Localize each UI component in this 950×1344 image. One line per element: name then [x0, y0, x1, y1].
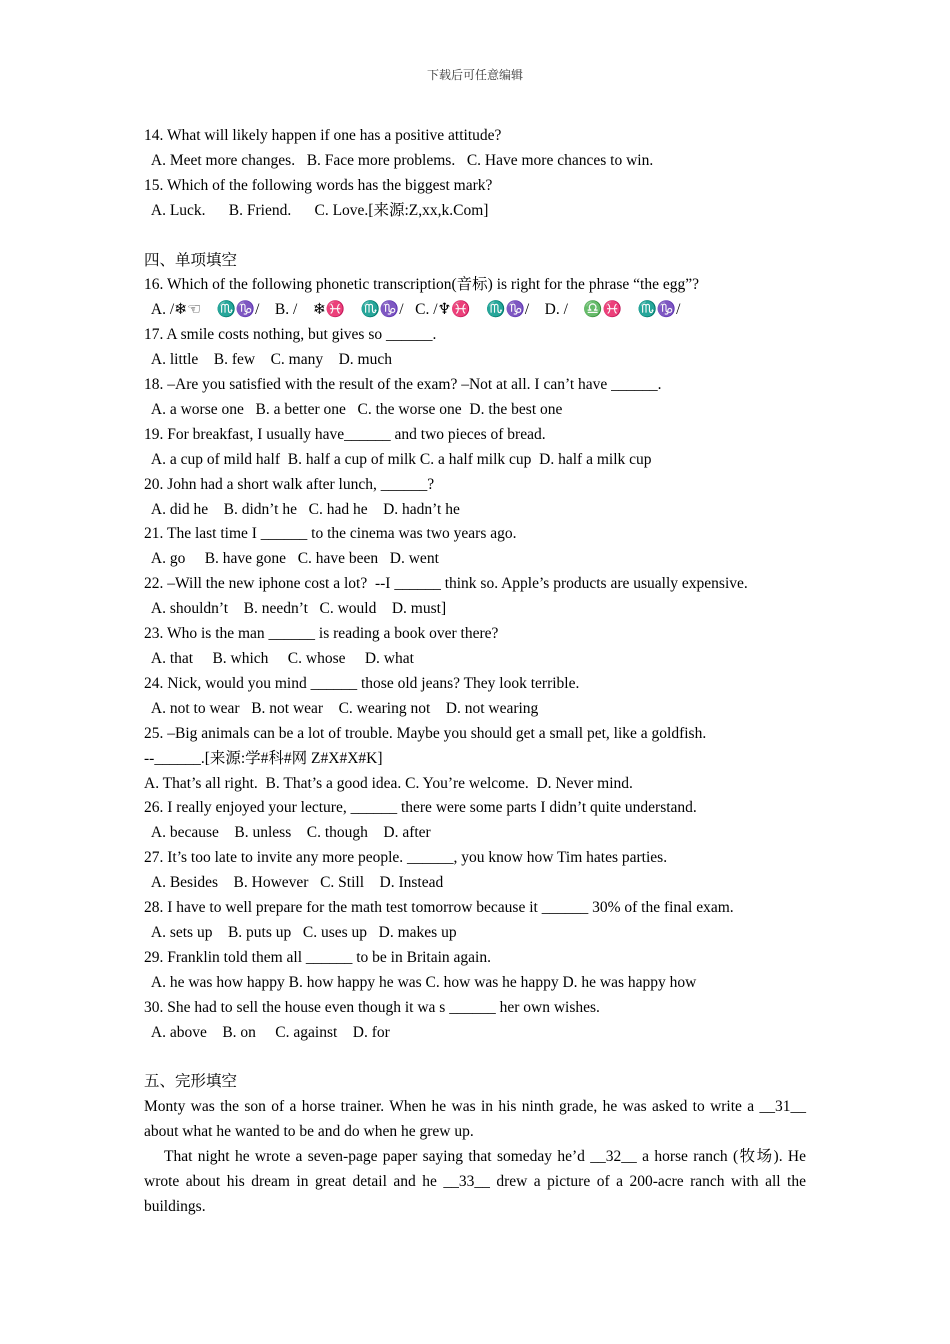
question-line: 29. Franklin told them all ______ to be in Britain again.: [144, 948, 491, 966]
options-line: A. he was how happy B. how happy he was C. how was he happy D. he was happy how: [144, 973, 697, 991]
section-3-tail: [144, 124, 806, 224]
section-5: [144, 1070, 806, 1219]
page-header: 下载后可任意编辑: [426, 68, 523, 82]
question-line: 19. For breakfast, I usually have______ and two pieces of bread.: [144, 425, 546, 443]
cloze-paragraph: That night he wrote a seven-page paper saying that someday he’d __32__ a horse ranch (牧场). He wrote about his dream in great detail and he __33__ drew a picture of a 200-acre ranch with all the buildings.: [144, 1148, 806, 1215]
question-line: 16. Which of the following phonetic transcription(音标) is right for the phrase “the egg”?: [144, 276, 699, 294]
options-line: A. sets up B. puts up C. uses up D. makes up: [144, 923, 457, 941]
options-line: A. go B. have gone C. have been D. went: [144, 550, 439, 568]
options-line: A. /❄☜ ♏♑/ B. / ❄♓ ♏♑/ C. /♆♓ ♏♑/ D. / ♎♓ ♏♑/: [144, 301, 681, 319]
cloze-paragraph: Monty was the son of a horse trainer. When he was in his ninth grade, he was asked to write a __31__ about what he wanted to be and do when he grew up.: [144, 1098, 806, 1141]
document-body: [144, 124, 806, 1220]
question-line: 17. A smile costs nothing, but gives so ______.: [144, 326, 437, 344]
options-line: A. shouldn’t B. needn’t C. would D. must]: [144, 600, 447, 618]
section-4-title: 四、单项填空: [144, 251, 238, 269]
options-line: A. Besides B. However C. Still D. Instead: [144, 874, 444, 892]
question-line: 24. Nick, would you mind ______ those old jeans? They look terrible.: [144, 674, 580, 692]
options-line: A. little B. few C. many D. much: [144, 351, 392, 369]
section-4: [144, 249, 806, 1046]
options-line: A. a worse one B. a better one C. the worse one D. the best one: [144, 400, 563, 418]
options-line: A. a cup of mild half B. half a cup of milk C. a half milk cup D. half a milk cup: [144, 450, 652, 468]
options-line: A. not to wear B. not wear C. wearing not D. not wearing: [144, 699, 539, 717]
section-5-title: 五、完形填空: [144, 1073, 238, 1091]
question-line: 28. I have to well prepare for the math test tomorrow because it ______ 30% of the final exam.: [144, 899, 734, 917]
question-line: 27. It’s too late to invite any more people. ______, you know how Tim hates parties.: [144, 849, 668, 867]
options-line: A. because B. unless C. though D. after: [144, 824, 431, 842]
question-line: 26. I really enjoyed your lecture, ______ there were some parts I didn’t quite understand.: [144, 799, 697, 817]
question-line: 22. –Will the new iphone cost a lot? --I ______ think so. Apple’s products are usually expensive.: [144, 575, 748, 593]
spacer: [144, 224, 806, 249]
options-line: A. above B. on C. against D. for: [144, 1023, 390, 1041]
question-line: 15. Which of the following words has the biggest mark?: [144, 176, 493, 194]
options-line: A. that B. which C. whose D. what: [144, 650, 414, 668]
options-line: A. Luck. B. Friend. C. Love.[来源:Z,xx,k.Com]: [144, 201, 489, 219]
question-line: 21. The last time I ______ to the cinema was two years ago.: [144, 525, 517, 543]
options-line: A. Meet more changes. B. Face more problems. C. Have more chances to win.: [144, 151, 654, 169]
options-line: A. did he B. didn’t he C. had he D. hadn’t he: [144, 500, 460, 518]
question-line: 14. What will likely happen if one has a positive attitude?: [144, 127, 502, 144]
options-line: A. That’s all right. B. That’s a good idea. C. You’re welcome. D. Never mind.: [144, 774, 633, 792]
question-line: 20. John had a short walk after lunch, ______?: [144, 475, 435, 493]
question-line: 18. –Are you satisfied with the result of the exam? –Not at all. I can’t have ______.: [144, 376, 662, 394]
answer-line: --______.[来源:学#科#网 Z#X#X#K]: [144, 749, 383, 767]
spacer: [144, 1046, 806, 1071]
question-line: 25. –Big animals can be a lot of trouble. Maybe you should get a small pet, like a goldfish.: [144, 724, 707, 742]
question-line: 23. Who is the man ______ is reading a book over there?: [144, 625, 499, 643]
question-line: 30. She had to sell the house even though it wa s ______ her own wishes.: [144, 998, 600, 1016]
